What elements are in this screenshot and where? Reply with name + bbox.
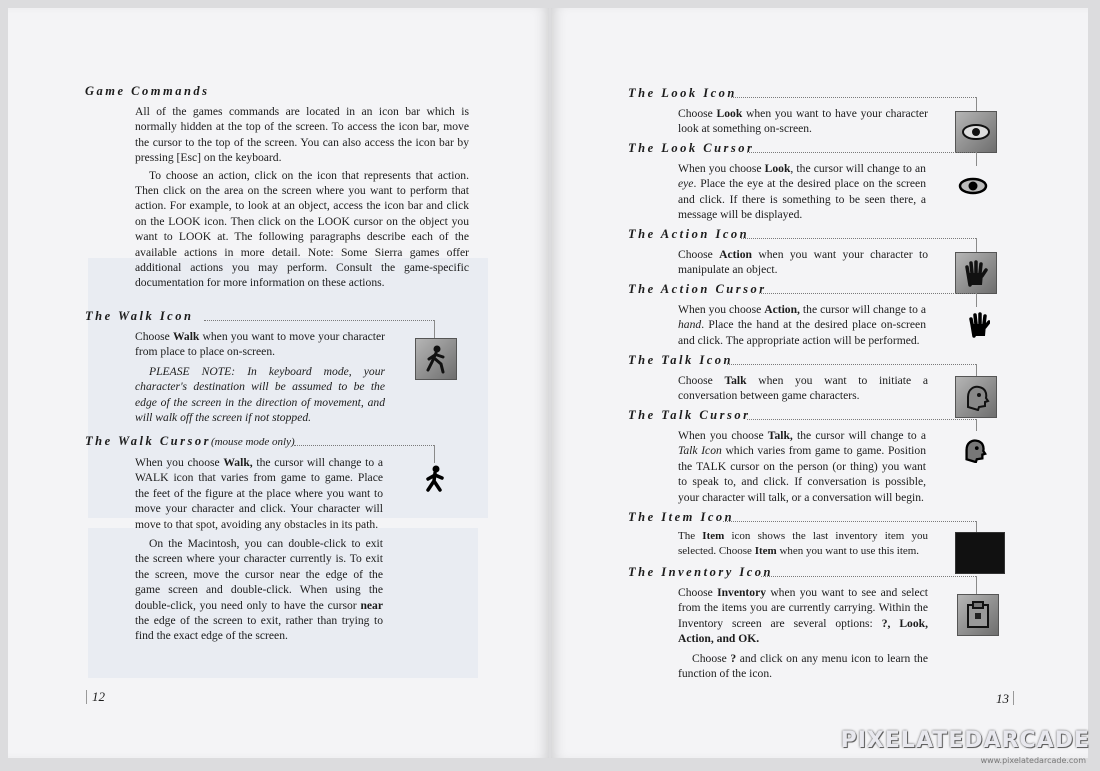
item-icon-image bbox=[955, 532, 1005, 574]
leader-drop bbox=[976, 576, 977, 594]
bold-run: Item bbox=[702, 530, 725, 542]
walk-icon-leader bbox=[204, 320, 434, 321]
italic-run: Talk Icon bbox=[678, 444, 722, 458]
hand-cursor-icon bbox=[968, 312, 990, 338]
text-run: the cursor will change to a bbox=[792, 429, 926, 442]
leader-drop bbox=[976, 419, 977, 431]
talk-icon-body bbox=[678, 373, 928, 404]
inventory-icon-heading: The Inventory Icon bbox=[628, 565, 773, 579]
walk-cursor-paragraph-1 bbox=[135, 455, 383, 532]
text-run: when you want to move your character from place to place on-screen. bbox=[135, 330, 385, 359]
text-run: which varies from game to game. Position the TALK cursor on the person (or thing) you want to speak to, and click. If conversation is possible, your character will talk, or a conversation will begin. bbox=[678, 444, 926, 504]
text-run: . Place the hand at the desired place on-screen and click. The appropriate action will be performed. bbox=[678, 318, 926, 347]
walk-icon-note: PLEASE NOTE: In keyboard mode, your character's destination will be assumed to be the edge of the screen in the direction of movement, and will walk off the screen if not stopped. bbox=[135, 364, 385, 425]
page-number-marker bbox=[86, 690, 89, 704]
right-page bbox=[551, 8, 1088, 758]
walk-cursor-leader-drop bbox=[434, 445, 435, 463]
leader-drop bbox=[976, 97, 977, 111]
bold-run: Action, bbox=[764, 303, 800, 316]
inventory-bag-icon bbox=[965, 601, 991, 629]
text-run: Choose bbox=[678, 248, 720, 261]
bold-run: Talk bbox=[724, 374, 747, 387]
hand-icon bbox=[964, 259, 988, 287]
inventory-icon-body bbox=[678, 585, 928, 681]
inventory-icon-leader bbox=[761, 576, 976, 577]
right-page-number: 13 bbox=[996, 691, 1009, 706]
item-icon-leader bbox=[723, 521, 976, 522]
left-page bbox=[8, 8, 549, 758]
text-run: and click on any menu icon to learn the function of the icon. bbox=[678, 651, 928, 681]
look-icon-heading: The Look Icon bbox=[628, 86, 737, 100]
game-commands-body bbox=[135, 104, 469, 291]
game-commands-heading: Game Commands bbox=[85, 84, 210, 98]
look-icon-paragraph bbox=[678, 106, 928, 137]
text-run: Choose bbox=[678, 107, 717, 120]
text-run: Choose bbox=[692, 651, 731, 665]
text-run: When you choose bbox=[678, 162, 765, 175]
action-cursor-heading: The Action Cursor bbox=[628, 282, 767, 296]
action-icon-heading: The Action Icon bbox=[628, 227, 750, 241]
text-run: The bbox=[678, 530, 703, 542]
page-number-marker bbox=[1013, 691, 1016, 705]
text-run: when you want to use this item. bbox=[776, 545, 920, 558]
bold-run: near bbox=[360, 598, 383, 612]
walk-icon-paragraph bbox=[135, 329, 385, 360]
walking-figure-icon bbox=[423, 344, 449, 374]
talk-cursor-body bbox=[678, 428, 926, 505]
text-run: the cursor will change to a bbox=[799, 303, 926, 316]
text-run: the cursor will change to a WALK icon that varies from game to game. Place the feet of the figure at the place where you want to move your character and click. Your character will move to that spot, avoiding any obstacles in its path. bbox=[135, 456, 383, 531]
watermark-brand: PIXELATEDARCADE bbox=[840, 728, 1090, 753]
item-icon-body bbox=[678, 529, 928, 560]
bold-run: ?, Look, Action, and OK. bbox=[678, 616, 928, 646]
game-commands-paragraph-2: To choose an action, click on the icon that represents that action. Then click on the area on the screen where you want to perform that action. For example, to look at an object, access the icon bar and click on the LOOK icon. Then click on the LOOK cursor on the object you want to LOOK at. The following paragraphs describe each of the available actions in more detail. Note: Some Sierra games offer additional actions you may perform. Consult the game-specific documentation for more information on these actions. bbox=[135, 168, 469, 290]
action-icon-leader bbox=[741, 238, 976, 239]
talk-icon-heading: The Talk Icon bbox=[628, 353, 733, 367]
bold-run: Walk bbox=[172, 330, 200, 343]
talk-cursor-image bbox=[959, 435, 989, 465]
bold-run: Item bbox=[754, 545, 777, 558]
walk-cursor-body bbox=[135, 455, 383, 644]
walk-icon-body bbox=[135, 329, 385, 425]
left-page-number: 12 bbox=[92, 689, 105, 704]
action-cursor-leader bbox=[759, 293, 976, 294]
eye-icon bbox=[961, 123, 991, 141]
text-run: Choose bbox=[678, 586, 718, 599]
look-cursor-leader bbox=[747, 152, 976, 153]
talk-cursor-paragraph bbox=[678, 428, 926, 505]
game-commands-paragraph-1: All of the games commands are located in an icon bar which is normally hidden at the top of the screen. To access the icon bar, move the cursor to the top of the screen. You can also access the icon bar by pressing [Esc] on the keyboard. bbox=[135, 105, 469, 165]
bold-run: Look bbox=[716, 107, 743, 120]
look-icon-leader bbox=[731, 97, 976, 98]
italic-run: hand bbox=[678, 318, 702, 332]
inventory-icon-paragraph-2 bbox=[678, 651, 928, 682]
inventory-icon-paragraph-1 bbox=[678, 585, 928, 647]
eye-cursor-icon bbox=[958, 177, 988, 195]
text-run: . Place the eye at the desired place on the screen and click. If there is something to be seen there, a message will be displayed. bbox=[678, 177, 926, 222]
walk-cursor-heading bbox=[85, 434, 295, 449]
text-run: when you want your character to manipulate an object. bbox=[678, 248, 928, 277]
walk-cursor-paragraph-2 bbox=[135, 536, 383, 644]
text-run: when you want to see and select from the items you are currently carrying. Within the Inventory screen are several options: bbox=[678, 586, 929, 630]
action-icon-image bbox=[955, 252, 997, 294]
bold-run: Inventory bbox=[717, 586, 767, 599]
talk-cursor-icon bbox=[961, 437, 987, 463]
bold-run: Talk, bbox=[767, 429, 793, 442]
bold-run: ? bbox=[730, 651, 737, 665]
look-cursor-heading: The Look Cursor bbox=[628, 141, 755, 155]
walk-cursor-image bbox=[420, 464, 450, 494]
heading-text: The Walk Cursor bbox=[85, 434, 211, 448]
action-icon-body bbox=[678, 247, 928, 278]
talking-head-icon bbox=[962, 383, 990, 411]
talk-cursor-leader bbox=[747, 419, 976, 420]
text-run: when you want to initiate a conversation between game characters. bbox=[678, 374, 928, 403]
text-run: When you choose bbox=[135, 456, 224, 469]
text-run: When you choose bbox=[678, 303, 765, 316]
bold-run: Action bbox=[719, 248, 753, 261]
text-run: icon shows the last inventory item you selected. Choose bbox=[678, 530, 928, 558]
text-run: When you choose bbox=[678, 429, 768, 442]
look-icon-image bbox=[955, 111, 997, 153]
talk-cursor-heading: The Talk Cursor bbox=[628, 408, 751, 422]
talk-icon-leader bbox=[727, 364, 976, 365]
action-cursor-image bbox=[964, 310, 994, 340]
text-run: Choose bbox=[678, 374, 725, 387]
walk-cursor-icon bbox=[423, 465, 447, 493]
look-icon-body bbox=[678, 106, 928, 137]
item-icon-paragraph bbox=[678, 529, 928, 560]
text-run: the edge of the screen to exit, rather than trying to find the exact edge of the screen. bbox=[135, 614, 383, 643]
action-cursor-body bbox=[678, 302, 926, 348]
italic-run: eye bbox=[678, 177, 694, 191]
text-run: when you want to have your character look at something on-screen. bbox=[678, 107, 929, 136]
action-icon-paragraph bbox=[678, 247, 928, 278]
walk-cursor-leader bbox=[294, 445, 434, 446]
leader-drop bbox=[976, 293, 977, 307]
text-run: Choose bbox=[135, 330, 173, 343]
bold-run: Look bbox=[764, 162, 791, 175]
look-cursor-body bbox=[678, 161, 926, 223]
text-run: On the Macintosh, you can double-click to exit the screen where your character currently is. To exit the screen, move the cursor near the edge of the game screen and double-click. When using the double-click, you need only to have the cursor bbox=[135, 537, 383, 612]
leader-drop bbox=[976, 364, 977, 376]
leader-drop bbox=[976, 152, 977, 166]
heading-subtitle: (mouse mode only) bbox=[210, 436, 295, 448]
bold-run: Walk, bbox=[223, 456, 253, 469]
look-cursor-paragraph bbox=[678, 161, 926, 223]
walk-icon-leader-drop bbox=[434, 320, 435, 338]
text-run: , the cursor will change to an bbox=[790, 162, 926, 175]
leader-drop bbox=[976, 238, 977, 252]
action-cursor-paragraph bbox=[678, 302, 926, 348]
walk-icon-image bbox=[415, 338, 457, 380]
item-icon-heading: The Item Icon bbox=[628, 510, 735, 524]
walk-icon-heading: The Walk Icon bbox=[85, 309, 194, 323]
talk-icon-paragraph bbox=[678, 373, 928, 404]
talk-icon-image bbox=[955, 376, 997, 418]
watermark-url: www.pixelatedarcade.com bbox=[980, 756, 1086, 765]
look-cursor-image bbox=[958, 171, 988, 201]
inventory-icon-image bbox=[957, 594, 999, 636]
